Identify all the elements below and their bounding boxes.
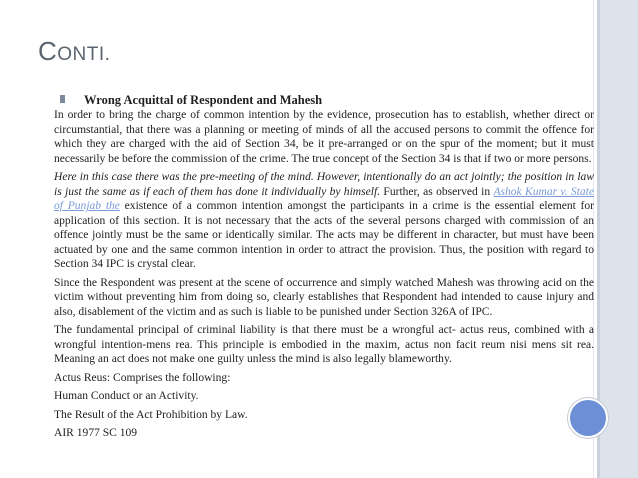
paragraph-3: Since the Respondent was present at the scene of occurrence and simply watched Mahesh was throwing acid on the victim without preventing him from doing so, clearly establishes that Respondent had intended to cause injury and also, disablement of the victim and as such is liable to be punished under Section 326A of IPC. xyxy=(54,276,594,318)
paragraph-2-rest: existence of a common intention amongst the participants in a crime is the essential element for application of this section. It is not necessary that the acts of the several persons charged with commission of an offence jointly must be the same or identically similar. The acts may be different in character, but must have been actuated by one and the same common intention in order to attract the provision. Thus, the position with regard to Section 34 IPC is crystal clear. xyxy=(54,200,595,270)
slide-title xyxy=(38,36,110,67)
title-rest: ONTI. xyxy=(57,44,111,65)
paragraph-2 xyxy=(54,170,594,272)
paragraph-2-italic: Here in this case there was the pre-meeting of the mind. However, intentionally do an act jointly; the position in law is just the same as if each of them has done it individually by himself. xyxy=(54,171,594,198)
paragraph-1: In order to bring the charge of common intention by the evidence, prosecution has to establish, whether direct or circumstantial, that there was a planning or meeting of minds of all the accused persons to commit the offence for which they are charged with the aid of Section 34, be it pre-arranged or on the spur of the moment; but it must necessarily be before the commission of the crime. The true concept of the Section 34 is that if two or more persons. xyxy=(54,109,594,165)
title-initial: C xyxy=(38,36,58,66)
paragraph-6: Human Conduct or an Activity. xyxy=(54,390,199,402)
paragraph-7: The Result of the Act Prohibition by Law. xyxy=(54,408,248,421)
paragraph-2-mid: Further, as observed in xyxy=(380,185,494,198)
paragraph-4: The fundamental principal of criminal liability is that there must be a wrongful act- actus reus, combined with a wrongful intention-mens rea. This principle is embodied in the maxim, actus non facit reum nisi mens sit rea. Meaning an act does not make one guilty unless the mind is also legally blameworthy. xyxy=(54,324,594,365)
side-band xyxy=(600,0,638,478)
paragraph-8: AIR 1977 SC 109 xyxy=(54,427,138,439)
case-link[interactable]: Ashok Kumar v. State of Punjab the xyxy=(54,185,595,212)
subheading-text: Wrong Acquittal of Respondent and Mahesh xyxy=(84,93,323,107)
paragraph-5: Actus Reus: Comprises the following: xyxy=(54,371,231,384)
body-content xyxy=(54,108,594,445)
subheading xyxy=(62,93,322,108)
